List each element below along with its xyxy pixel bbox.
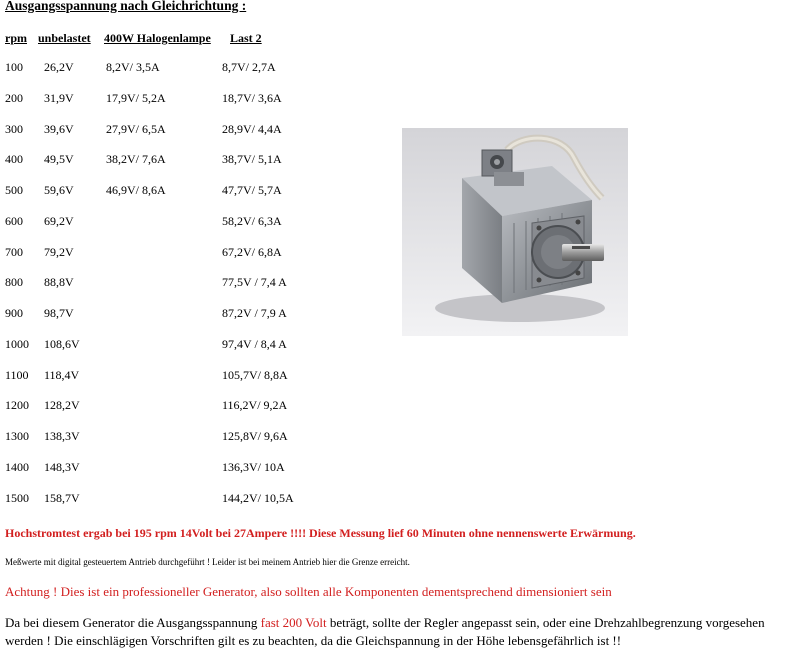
paragraph-part2: beträgt, sollte der Regler angepasst sein, oder eine Drehzahlbegrenzung vorgesehen werden ! Die einschlägigen Vorschriften gilt es zu beachten, da die Gleichspannung in der Höhe lebensgefährlich ist !!	[5, 615, 765, 648]
cell-last2: 116,2V/ 9,2A	[222, 398, 288, 413]
cell-last2: 125,8V/ 9,6A	[222, 429, 288, 443]
cell-unbelastet: 128,2V	[44, 398, 80, 413]
paragraph-highlight: fast 200 Volt	[260, 615, 327, 630]
header-last2: Last 2	[230, 31, 262, 45]
warning-text: Achtung ! Dies ist ein professioneller Generator, also sollten alle Komponenten dementsprechend dimensioniert sein	[5, 584, 612, 599]
cell-last2: 58,2V/ 6,3A	[222, 213, 282, 228]
cell-unbelastet: 108,6V	[44, 336, 80, 351]
cell-last2: 67,2V/ 6,8A	[222, 244, 282, 259]
cell-rpm: 700	[5, 244, 23, 259]
cell-last2: 77,5V / 7,4 A	[222, 275, 287, 290]
cell-last2: 136,3V/ 10A	[222, 459, 285, 474]
cell-unbelastet: 88,8V	[44, 275, 74, 290]
cell-rpm: 800	[5, 275, 23, 290]
cell-rpm: 300	[5, 121, 23, 136]
servo-motor-icon	[402, 128, 628, 336]
header-rpm: rpm	[5, 31, 27, 45]
cell-unbelastet: 69,2V	[44, 213, 74, 228]
generator-photo	[402, 128, 628, 336]
header-halogen: 400W Halogenlampe	[104, 31, 211, 45]
high-current-note: Hochstromtest ergab bei 195 rpm 14Volt bei 27Ampere !!!! Diese Messung lief 60 Minuten ohne nennenswerte Erwärmung.	[5, 526, 636, 540]
cell-rpm: 1300	[5, 429, 29, 443]
cell-halogen: 38,2V/ 7,6A	[106, 152, 166, 167]
paragraph-part1: Da bei diesem Generator die Ausgangsspannung	[5, 615, 261, 630]
cell-halogen: 8,2V/ 3,5A	[106, 60, 160, 74]
cell-unbelastet: 118,4V	[44, 367, 80, 382]
cell-last2: 105,7V/ 8,8A	[222, 367, 288, 382]
cell-unbelastet: 158,7V	[44, 490, 80, 505]
cell-rpm: 100	[5, 60, 23, 74]
cell-unbelastet: 59,6V	[44, 183, 74, 197]
cell-halogen: 27,9V/ 6,5A	[106, 121, 166, 136]
cell-unbelastet: 39,6V	[44, 121, 74, 136]
cell-rpm: 200	[5, 90, 23, 105]
cell-last2: 47,7V/ 5,7A	[222, 183, 282, 197]
cell-last2: 97,4V / 8,4 A	[222, 336, 287, 351]
cell-last2: 38,7V/ 5,1A	[222, 152, 282, 167]
cell-rpm: 1000	[5, 336, 29, 351]
cell-rpm: 1400	[5, 459, 29, 474]
cell-rpm: 1200	[5, 398, 29, 413]
cell-last2: 18,7V/ 3,6A	[222, 90, 282, 105]
cell-unbelastet: 79,2V	[44, 244, 74, 259]
cell-halogen: 17,9V/ 5,2A	[106, 90, 166, 105]
cell-unbelastet: 26,2V	[44, 60, 74, 74]
cell-unbelastet: 49,5V	[44, 152, 74, 167]
cell-last2: 87,2V / 7,9 A	[222, 306, 287, 320]
cell-last2: 8,7V/ 2,7A	[222, 60, 276, 74]
cell-rpm: 1100	[5, 367, 29, 382]
cell-unbelastet: 148,3V	[44, 459, 80, 474]
cell-rpm: 1500	[5, 490, 29, 505]
cell-rpm: 400	[5, 152, 23, 167]
cell-rpm: 900	[5, 306, 23, 320]
header-unbelastet: unbelastet	[38, 31, 91, 45]
cell-halogen: 46,9V/ 8,6A	[106, 183, 166, 197]
cell-last2: 28,9V/ 4,4A	[222, 121, 282, 136]
cell-unbelastet: 98,7V	[44, 306, 74, 320]
cell-rpm: 500	[5, 183, 23, 197]
cell-rpm: 600	[5, 213, 23, 228]
page-title: Ausgangsspannung nach Gleichrichtung :	[5, 0, 247, 13]
voltage-warning-paragraph	[5, 614, 795, 650]
cell-unbelastet: 138,3V	[44, 429, 80, 443]
cell-last2: 144,2V/ 10,5A	[222, 490, 294, 505]
cell-unbelastet: 31,9V	[44, 90, 74, 105]
measurement-note: Meßwerte mit digital gesteuertem Antrieb durchgeführt ! Leider ist bei meinem Antrieb hier die Grenze erreicht.	[5, 557, 410, 567]
